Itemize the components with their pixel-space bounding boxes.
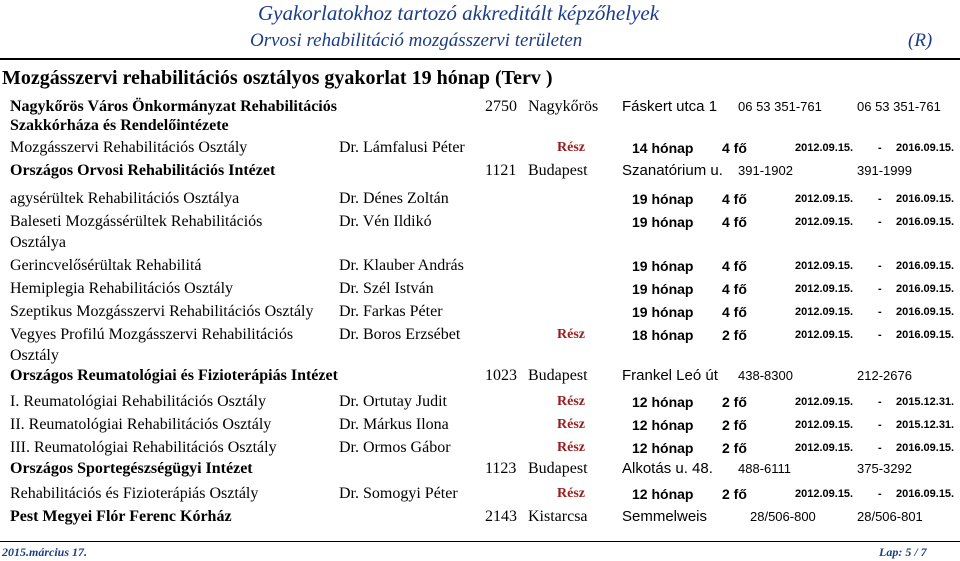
accreditation-end: 2016.09.15. (896, 488, 955, 500)
institution-fax: 06 53 351-761 (857, 99, 941, 114)
training-duration: 19 hónap (632, 191, 694, 207)
institution-name: Pest Megyei Flór Ferenc Kórház (10, 508, 232, 525)
accreditation-start: 2012.09.15. (795, 142, 854, 154)
accreditation-end: 2015.12.31. (896, 419, 955, 431)
section-title: Mozgásszervi rehabilitációs osztályos gyakorlat 19 hónap (Terv ) (2, 67, 553, 89)
date-dash: - (878, 306, 882, 318)
page-title: Gyakorlatokhoz tartozó akkreditált képzőhelyek (258, 1, 660, 25)
department-head: Dr. Ortutay Judit (339, 393, 447, 410)
department-head: Dr. Somogyi Péter (339, 485, 458, 502)
accreditation-end: 2016.09.15. (896, 193, 955, 205)
department-name: I. Reumatológiai Rehabilitációs Osztály (10, 393, 266, 410)
department-head: Dr. Márkus Ilona (339, 416, 449, 433)
footer-page-number: Lap: 5 / 7 (879, 545, 927, 559)
accreditation-start: 2012.09.15. (795, 283, 854, 295)
date-dash: - (878, 260, 882, 272)
header-divider (0, 58, 960, 60)
institution-zip: 1121 (485, 162, 517, 179)
partial-badge: Rész (557, 440, 585, 455)
institution-city: Kistarcsa (528, 508, 588, 525)
accreditation-end: 2016.09.15. (896, 142, 955, 154)
date-dash: - (878, 193, 882, 205)
institution-address: Frankel Leó út (622, 367, 718, 384)
institution-city: Budapest (528, 460, 588, 477)
training-duration: 14 hónap (632, 140, 694, 156)
department-name-line2: Osztálya (10, 234, 66, 251)
institution-zip: 2143 (485, 508, 517, 525)
institution-address: Szanatórium u. (622, 162, 723, 179)
institution-fax: 28/506-801 (857, 509, 923, 524)
department-name: Szeptikus Mozgásszervi Rehabilitációs Osztály (10, 303, 314, 320)
trainee-count: 4 fő (722, 214, 747, 230)
institution-fax: 375-3292 (857, 461, 912, 476)
institution-address: Semmelweis (622, 508, 708, 525)
partial-badge: Rész (557, 394, 585, 409)
accreditation-start: 2012.09.15. (795, 488, 854, 500)
department-name: Mozgásszervi Rehabilitációs Osztály (10, 139, 248, 156)
trainee-count: 2 fő (722, 327, 747, 343)
training-duration: 12 hónap (632, 486, 694, 502)
accreditation-start: 2012.09.15. (795, 396, 854, 408)
training-duration: 18 hónap (632, 327, 694, 343)
institution-phone: 391-1902 (738, 163, 793, 178)
institution-name: Országos Sportegészségügyi Intézet (10, 460, 253, 477)
accreditation-start: 2012.09.15. (795, 260, 854, 272)
partial-badge: Rész (557, 140, 585, 155)
page-subtitle: Orvosi rehabilitáció mozgásszervi területen (250, 30, 583, 51)
department-head: Dr. Dénes Zoltán (339, 190, 449, 207)
department-name: Hemiplegia Rehabilitációs Osztály (10, 280, 234, 297)
department-name: III. Reumatológiai Rehabilitációs Osztály (10, 439, 277, 456)
department-name-line2: Osztály (10, 347, 59, 364)
training-duration: 19 hónap (632, 258, 694, 274)
accreditation-end: 2016.09.15. (896, 283, 955, 295)
institution-address: Fáskert utca 1 (622, 98, 718, 115)
trainee-count: 2 fő (722, 440, 747, 456)
institution-city: Budapest (528, 367, 588, 384)
institution-name: Országos Orvosi Rehabilitációs Intézet (10, 162, 276, 179)
department-name: Gerincvelősérültak Rehabilitá (10, 257, 202, 274)
department-head: Dr. Boros Erzsébet (339, 326, 461, 343)
date-dash: - (878, 216, 882, 228)
trainee-count: 2 fő (722, 486, 747, 502)
training-duration: 19 hónap (632, 304, 694, 320)
date-dash: - (878, 442, 882, 454)
department-head: Dr. Lámfalusi Péter (339, 139, 465, 156)
institution-name: Nagykőrös Város Önkormányzat Rehabilitációs (10, 98, 337, 115)
partial-badge: Rész (557, 327, 585, 342)
institution-zip: 1123 (485, 460, 517, 477)
department-name: Baleseti Mozgássérültek Rehabilitációs (10, 213, 263, 230)
institution-phone: 28/506-800 (750, 509, 816, 524)
trainee-count: 2 fő (722, 417, 747, 433)
training-duration: 12 hónap (632, 440, 694, 456)
department-head: Dr. Vén Ildikó (339, 213, 432, 230)
accreditation-end: 2015.12.31. (896, 396, 955, 408)
trainee-count: 4 fő (722, 191, 747, 207)
institution-name: Országos Reumatológiai és Fizioterápiás Intézet (10, 367, 338, 384)
date-dash: - (878, 419, 882, 431)
trainee-count: 4 fő (722, 258, 747, 274)
partial-badge: Rész (557, 486, 585, 501)
partial-badge: Rész (557, 417, 585, 432)
accreditation-start: 2012.09.15. (795, 442, 854, 454)
institution-city: Nagykőrös (528, 98, 599, 115)
institution-name-line2: Szakkórháza és Rendelőintézete (10, 117, 229, 134)
trainee-count: 2 fő (722, 394, 747, 410)
institution-phone: 06 53 351-761 (738, 99, 822, 114)
institution-phone: 438-8300 (738, 368, 793, 383)
accreditation-start: 2012.09.15. (795, 193, 854, 205)
department-name: Vegyes Profilú Mozgásszervi Rehabilitációs (10, 326, 294, 343)
date-dash: - (878, 283, 882, 295)
date-dash: - (878, 329, 882, 341)
training-duration: 12 hónap (632, 417, 694, 433)
accreditation-start: 2012.09.15. (795, 419, 854, 431)
department-head: Dr. Szél István (339, 280, 434, 297)
accreditation-start: 2012.09.15. (795, 329, 854, 341)
department-head: Dr. Ormos Gábor (339, 439, 451, 456)
department-name: agysérültek Rehabilitációs Osztálya (10, 190, 240, 207)
institution-zip: 1023 (485, 367, 517, 384)
date-dash: - (878, 488, 882, 500)
training-duration: 12 hónap (632, 394, 694, 410)
trainee-count: 4 fő (722, 140, 747, 156)
department-name: II. Reumatológiai Rehabilitációs Osztály (10, 416, 272, 433)
department-head: Dr. Farkas Péter (339, 303, 443, 320)
accreditation-start: 2012.09.15. (795, 306, 854, 318)
footer-divider (0, 541, 960, 542)
accreditation-end: 2016.09.15. (896, 442, 955, 454)
institution-address: Alkotás u. 48. (622, 460, 713, 477)
footer-date: 2015.március 17. (2, 545, 88, 559)
program-code: (R) (908, 30, 933, 51)
accreditation-end: 2016.09.15. (896, 306, 955, 318)
department-head: Dr. Klauber András (339, 257, 464, 274)
department-name: Rehabilitációs és Fizioterápiás Osztály (10, 485, 259, 502)
institution-fax: 212-2676 (857, 368, 912, 383)
institution-phone: 488-6111 (738, 461, 792, 476)
accreditation-end: 2016.09.15. (896, 329, 955, 341)
institution-city: Budapest (528, 162, 588, 179)
training-duration: 19 hónap (632, 281, 694, 297)
accreditation-end: 2016.09.15. (896, 216, 955, 228)
accreditation-end: 2016.09.15. (896, 260, 955, 272)
institution-fax: 391-1999 (857, 163, 912, 178)
accreditation-start: 2012.09.15. (795, 216, 854, 228)
trainee-count: 4 fő (722, 281, 747, 297)
institution-zip: 2750 (485, 98, 517, 115)
date-dash: - (878, 396, 882, 408)
trainee-count: 4 fő (722, 304, 747, 320)
training-duration: 19 hónap (632, 214, 694, 230)
date-dash: - (878, 142, 882, 154)
